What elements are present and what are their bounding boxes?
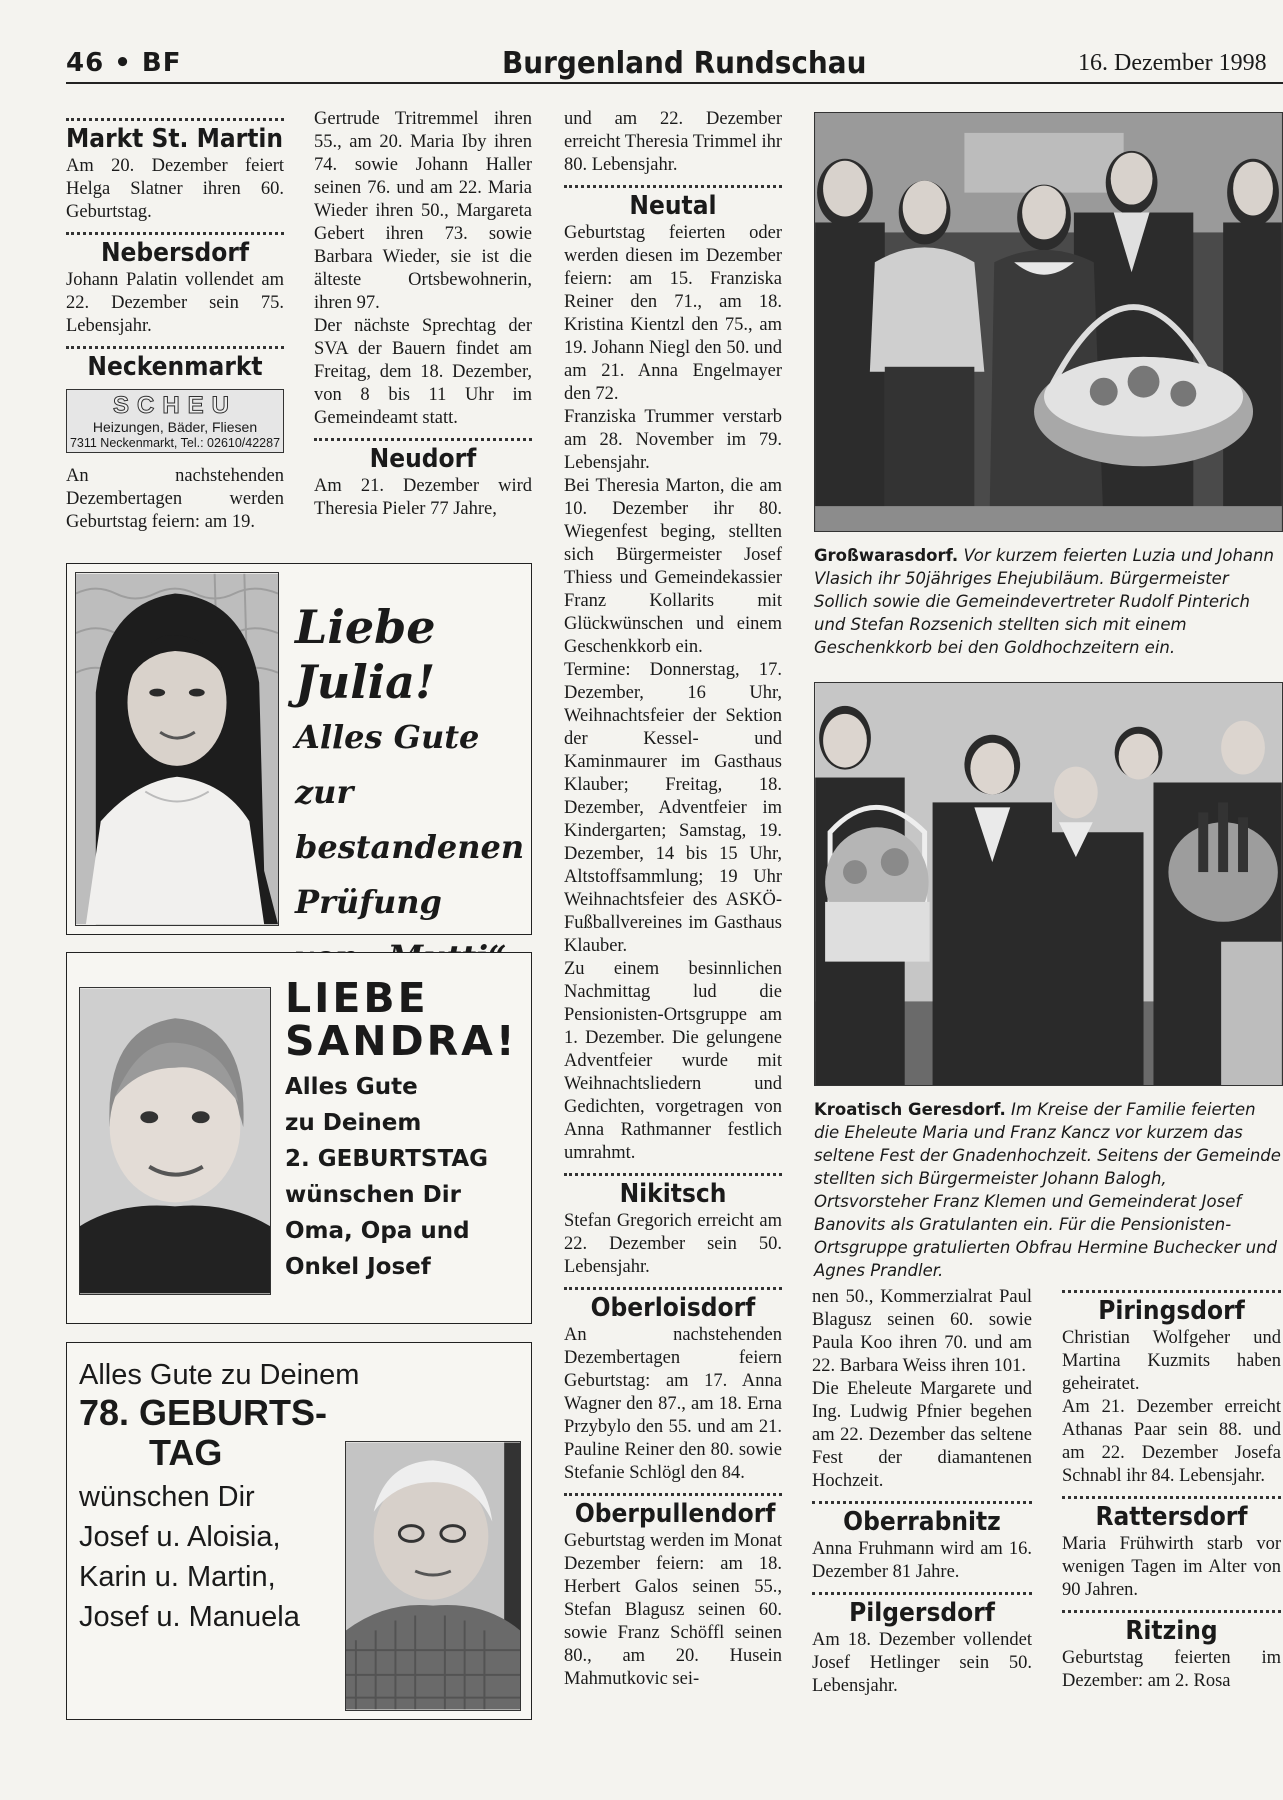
caption-place: Großwarasdorf. xyxy=(814,546,959,565)
article-text: An nachstehenden Dezembertagen werden Geburtstag feiern: am 19. xyxy=(66,466,284,532)
greeting-line: Oma, Opa und xyxy=(285,1218,470,1244)
divider xyxy=(66,118,284,121)
sandra-greeting-text xyxy=(285,974,525,1285)
greeting-line: Josef u. Aloisia, xyxy=(79,1521,281,1553)
newspaper-title: Burgenland Rundschau xyxy=(502,46,867,81)
greeting-line: Josef u. Manuela xyxy=(79,1601,300,1633)
ad-company-name: SCHEU xyxy=(112,392,237,419)
greeting-line: zur bestandenen xyxy=(295,773,525,866)
section-heading: Neckenmarkt xyxy=(87,352,263,382)
caption-text: Vor kurzem feierten Luzia und Johann Vlasich ihr 50jähriges Ehejubiläum. Bürgermeister Sollich sowie die Gemeindevertreter Rudolf Pinterich und Stefan Rozsenich stellten sich mit einem Geschenkkorb bei den Goldhochzeitern ein. xyxy=(814,546,1274,657)
section-heading: Pilgersdorf xyxy=(849,1598,995,1628)
birthday-greeting-text xyxy=(79,1357,379,1637)
article-text: An nachstehenden Dezembertagen feiern Geburtstag: am 17. Anna Wagner den 87., am 18. Erna Przybylo den 55. und am 21. Pauline Reiner den 80. sowie Stefanie Schlögl den 84. xyxy=(564,1325,782,1483)
divider xyxy=(564,185,782,188)
divider xyxy=(1062,1496,1281,1499)
greeting-ad-sandra xyxy=(66,952,532,1324)
section-heading: Oberloisdorf xyxy=(590,1293,756,1323)
article-text: Bei Theresia Marton, die am 10. Dezember ihr 80. Wiegenfest beging, stellten sich Bürgermeister Josef Thiess und Gemeindekassier Franz Kollarits mit Glückwünschen und einem Geschenkkorb ein. xyxy=(564,476,782,657)
divider xyxy=(564,1493,782,1496)
divider xyxy=(564,1173,782,1176)
article-text: und am 22. Dezember erreicht Theresia Trimmel ihr 80. Lebensjahr. xyxy=(564,109,783,175)
column-2 xyxy=(314,108,532,521)
senior-portrait-photo xyxy=(345,1441,521,1711)
column-5 xyxy=(1062,1286,1281,1693)
divider xyxy=(564,1287,782,1290)
greeting-line: LIEBE xyxy=(285,974,429,1022)
divider xyxy=(1062,1610,1281,1613)
greeting-line: Prüfung xyxy=(295,883,442,921)
greeting-line: Alles Gute xyxy=(295,718,480,756)
article-text: Gertrude Tritremmel ihren 55., am 20. Maria Iby ihren 74. sowie Johann Haller seinen 76. und am 22. Maria Wieder ihren 50., Margareta Gebert ihren 73. sowie Barbara Wieder, sie ist die älteste Ortsbewohnerin, ihren 97. xyxy=(314,109,532,313)
article-text: Maria Frühwirth starb vor wenigen Tagen im Alter von 90 Jahren. xyxy=(1062,1534,1281,1600)
greeting-line: TAG xyxy=(149,1432,223,1473)
article-text: Geburtstag werden im Monat Dezember feiern: am 18. Herbert Galos seinen 55., Stefan Blagusz seinen 60. sowie Franz Schöffl seinen 80., am 20. Husein Mahmutkovic sei- xyxy=(564,1531,782,1689)
greeting-line: Karin u. Martin, xyxy=(79,1561,276,1593)
article-text: Am 21. Dezember erreicht Athanas Paar sein 88. und am 22. Dezember Josefa Schnabl ihr 84. Lebensjahr. xyxy=(1062,1397,1281,1486)
greeting-ad-julia xyxy=(66,563,532,935)
article-text: Franziska Trummer verstarb am 28. November im 79. Lebensjahr. xyxy=(564,407,782,473)
article-text: Die Eheleute Margarete und Ing. Ludwig Pfnier begehen am 22. Dezember das seltene Fest der diamantenen Hochzeit. xyxy=(812,1379,1032,1491)
column-4 xyxy=(812,1286,1032,1698)
section-heading: Nikitsch xyxy=(619,1179,727,1209)
article-text: Termine: Donnerstag, 17. Dezember, 16 Uhr, Weihnachtsfeier der Sektion der Kessel- und Kaminmaurer im Gasthaus Klauber; Freitag, 18. Dezember, Adventfeier im Kindergarten; Samstag, 19. Dezember, 14 bis 15 Uhr, Altstoffsammlung; 19 Uhr Weihnachtsfeier des ASKÖ-Fußballvereines im Gasthaus Klauber. xyxy=(564,660,782,956)
greeting-ad-78-birthday xyxy=(66,1342,532,1720)
greeting-line: wünschen Dir xyxy=(285,1182,461,1208)
article-text: Johann Palatin vollendet am 22. Dezember sein 75. Lebensjahr. xyxy=(66,270,284,336)
article-text: Geburtstag feierten oder werden diesen im Dezember feiern: am 15. Franziska Reiner den 71., am 18. Kristina Kientzl den 75., am 19. Johann Niegl den 50. und am 21. Anna Engelmayer den 72. xyxy=(564,223,782,404)
greeting-line: Liebe Julia! xyxy=(295,600,436,709)
divider xyxy=(66,232,284,235)
divider xyxy=(1062,1290,1281,1293)
child-photo xyxy=(79,987,271,1295)
section-heading: Ritzing xyxy=(1125,1616,1218,1646)
column-3 xyxy=(564,108,782,1691)
column-1 xyxy=(66,114,284,534)
article-text: Stefan Gregorich erreicht am 22. Dezember sein 50. Lebensjahr. xyxy=(564,1211,782,1277)
article-text: Am 18. Dezember vollendet Josef Hetlinger sein 50. Lebensjahr. xyxy=(812,1630,1032,1696)
caption-text: Im Kreise der Familie feierten die Eheleute Maria und Franz Kancz vor kurzem das seltene Fest der Gnadenhochzeit. Seitens der Gemeinde stellten sich Bürgermeister Johann Balogh, Ortsvorsteher Franz Klemen und Gemeinderat Josef Banovits als Gratulanten ein. Für die Pensionisten-Ortsgruppe gratulierten Obfrau Hermine Buchecker und Agnes Prandler. xyxy=(814,1100,1281,1280)
article-text: Am 20. Dezember feiert Helga Slatner ihren 60. Geburtstag. xyxy=(66,156,284,222)
article-text: Der nächste Sprechtag der SVA der Bauern findet am Freitag, dem 18. Dezember, von 8 bis 11 Uhr im Gemeindeamt statt. xyxy=(314,316,532,428)
article-text: Geburtstag feierten im Dezember: am 2. Rosa xyxy=(1062,1648,1281,1691)
portrait-photo xyxy=(75,572,279,926)
page-number: 46 • BF xyxy=(66,48,182,78)
photo-caption-kroatisch-geresdorf xyxy=(814,1098,1283,1282)
julia-greeting-text xyxy=(295,600,525,985)
scheu-advertisement xyxy=(66,389,284,453)
article-text: Christian Wolfgeher und Martina Kuzmits haben geheiratet. xyxy=(1062,1328,1281,1394)
section-heading: Oberrabnitz xyxy=(843,1507,1001,1537)
section-heading: Oberpullendorf xyxy=(574,1499,776,1529)
greeting-line: 78. GEBURTS- xyxy=(79,1392,328,1433)
section-heading: Markt St. Martin xyxy=(66,124,284,154)
section-heading: Neutal xyxy=(629,191,717,221)
issue-date: 16. Dezember 1998 xyxy=(1078,50,1267,76)
greeting-line: 2. GEBURTSTAG xyxy=(285,1146,489,1172)
group-photo-grosswarasdorf xyxy=(814,112,1283,532)
ad-address: 7311 Neckenmarkt, Tel.: 02610/42287 xyxy=(69,436,281,450)
photo-caption-grosswarasdorf xyxy=(814,544,1283,659)
section-heading: Neudorf xyxy=(369,444,477,474)
group-photo-kroatisch-geresdorf xyxy=(814,682,1283,1086)
divider xyxy=(66,346,284,349)
ad-services: Heizungen, Bäder, Fliesen xyxy=(92,419,258,435)
page-header xyxy=(66,44,1283,84)
divider xyxy=(812,1501,1032,1504)
article-text: Am 21. Dezember wird Theresia Pieler 77 Jahre, xyxy=(314,476,532,519)
article-text: Zu einem besinnlichen Nachmittag lud die Pensionisten-Ortsgruppe am 1. Dezember. Die gelungene Adventfeier wurde mit Weihnachtsliedern und Gedichten, vorgetragen von Anna Rathmanner festlich umrahmt. xyxy=(564,959,782,1163)
caption-place: Kroatisch Geresdorf. xyxy=(814,1100,1006,1119)
section-heading: Nebersdorf xyxy=(100,238,250,268)
greeting-line: zu Deinem xyxy=(285,1110,422,1136)
greeting-line: wünschen Dir xyxy=(79,1481,255,1513)
section-heading: Piringsdorf xyxy=(1098,1296,1245,1326)
greeting-line: SANDRA! xyxy=(285,1017,518,1065)
article-text: nen 50., Kommerzialrat Paul Blagusz seinen 60. sowie Paula Koo ihren 70. und am 22. Barbara Weiss ihren 101. xyxy=(812,1287,1032,1376)
section-heading: Rattersdorf xyxy=(1095,1502,1248,1532)
greeting-line: Alles Gute zu Deinem xyxy=(79,1359,360,1391)
divider xyxy=(812,1592,1032,1595)
article-text: Anna Fruhmann wird am 16. Dezember 81 Jahre. xyxy=(812,1539,1032,1582)
greeting-line: Onkel Josef xyxy=(285,1254,431,1280)
divider xyxy=(314,438,532,441)
greeting-line: Alles Gute xyxy=(285,1074,418,1100)
